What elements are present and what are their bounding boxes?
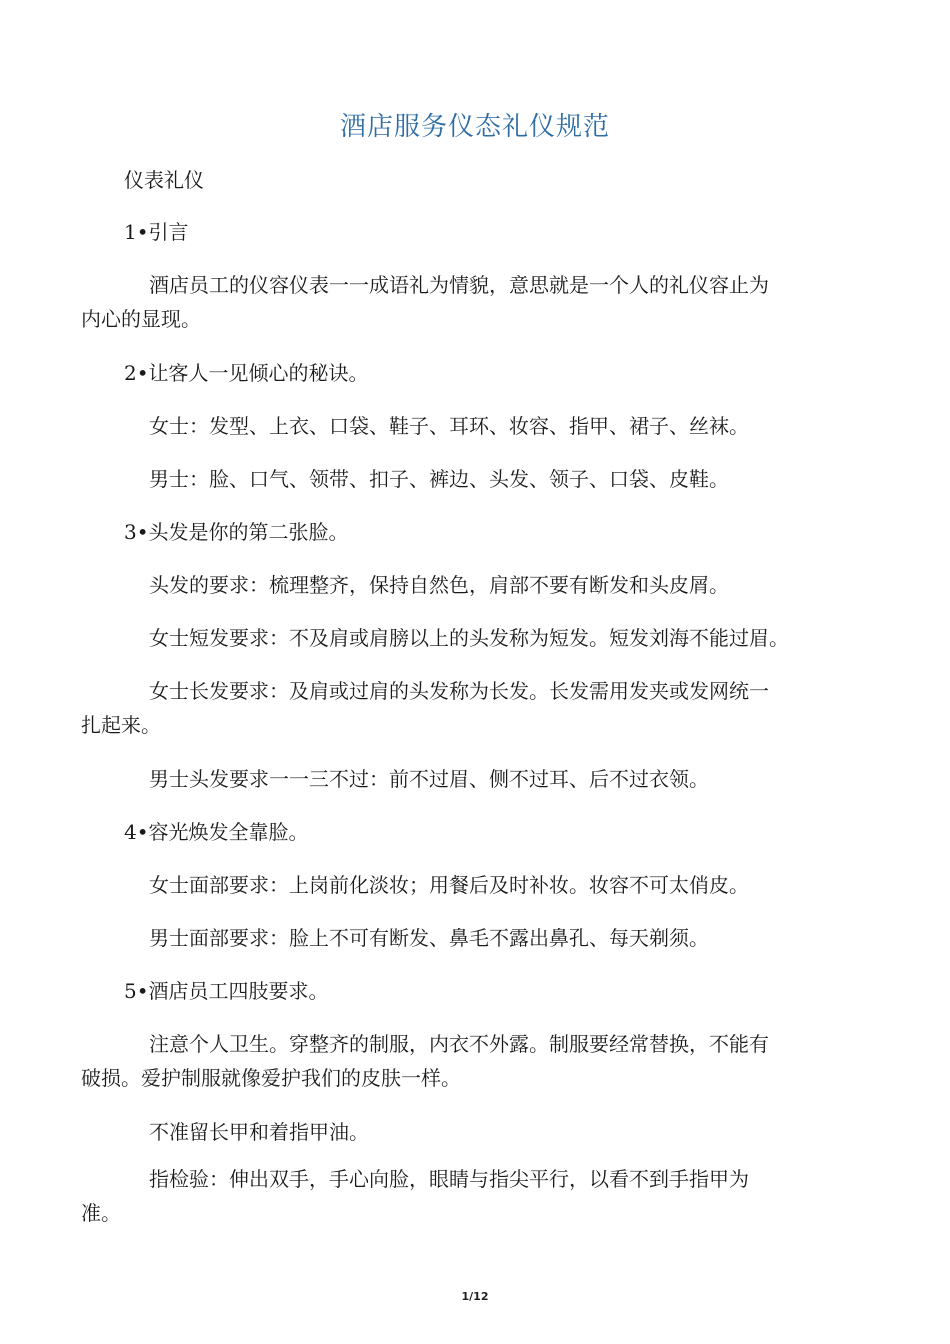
paragraph-men-face: 男士面部要求：脸上不可有断发、鼻毛不露出鼻孔、每天剃须。 xyxy=(149,926,709,950)
paragraph-men-hair: 男士头发要求一一三不过：前不过眉、侧不过耳、后不过衣领。 xyxy=(149,767,709,791)
paragraph-1-line-2: 内心的显现。 xyxy=(81,307,201,331)
heading-4: 4•容光焕发全靠脸。 xyxy=(124,820,309,844)
paragraph-nail-check xyxy=(81,1162,749,1230)
page-number: 1/12 xyxy=(461,1290,489,1303)
paragraph-long-hair-line-1: 女士长发要求：及肩或过肩的头发称为长发。长发需用发夹或发网统一 xyxy=(149,679,769,703)
paragraph-nail-check-line-2: 准。 xyxy=(81,1201,121,1225)
paragraph-ladies-items: 女士：发型、上衣、口袋、鞋子、耳环、妆容、指甲、裙子、丝袜。 xyxy=(149,414,749,438)
paragraph-hygiene-line-2: 破损。爱护制服就像爱护我们的皮肤一样。 xyxy=(81,1066,461,1090)
document-title: 酒店服务仪态礼仪规范 xyxy=(339,112,610,142)
paragraph-nail-check-line-1: 指检验：伸出双手，手心向脸，眼睛与指尖平行，以看不到手指甲为 xyxy=(149,1167,749,1191)
heading-3: 3•头发是你的第二张脸。 xyxy=(124,520,349,544)
paragraph-hygiene xyxy=(81,1027,769,1095)
paragraph-short-hair: 女士短发要求：不及肩或肩膀以上的头发称为短发。短发刘海不能过眉。 xyxy=(149,626,789,650)
heading-2: 2•让客人一见倾心的秘诀。 xyxy=(124,361,369,385)
paragraph-long-hair-line-2: 扎起来。 xyxy=(81,713,161,737)
section-heading: 仪表礼仪 xyxy=(124,168,204,192)
paragraph-1 xyxy=(81,268,769,336)
paragraph-long-hair xyxy=(81,674,769,742)
paragraph-ladies-face: 女士面部要求：上岗前化淡妆；用餐后及时补妆。妆容不可太俏皮。 xyxy=(149,873,749,897)
paragraph-hair-requirements: 头发的要求：梳理整齐，保持自然色，肩部不要有断发和头皮屑。 xyxy=(149,573,729,597)
paragraph-hygiene-line-1: 注意个人卫生。穿整齐的制服，内衣不外露。制服要经常替换，不能有 xyxy=(149,1032,769,1056)
paragraph-nails: 不准留长甲和着指甲油。 xyxy=(149,1120,369,1144)
paragraph-1-line-1: 酒店员工的仪容仪表一一成语礼为情貌，意思就是一个人的礼仪容止为 xyxy=(149,273,769,297)
paragraph-men-items: 男士：脸、口气、领带、扣子、裤边、头发、领子、口袋、皮鞋。 xyxy=(149,467,729,491)
heading-5: 5•酒店员工四肢要求。 xyxy=(124,979,329,1003)
heading-1: 1•引言 xyxy=(124,220,189,244)
